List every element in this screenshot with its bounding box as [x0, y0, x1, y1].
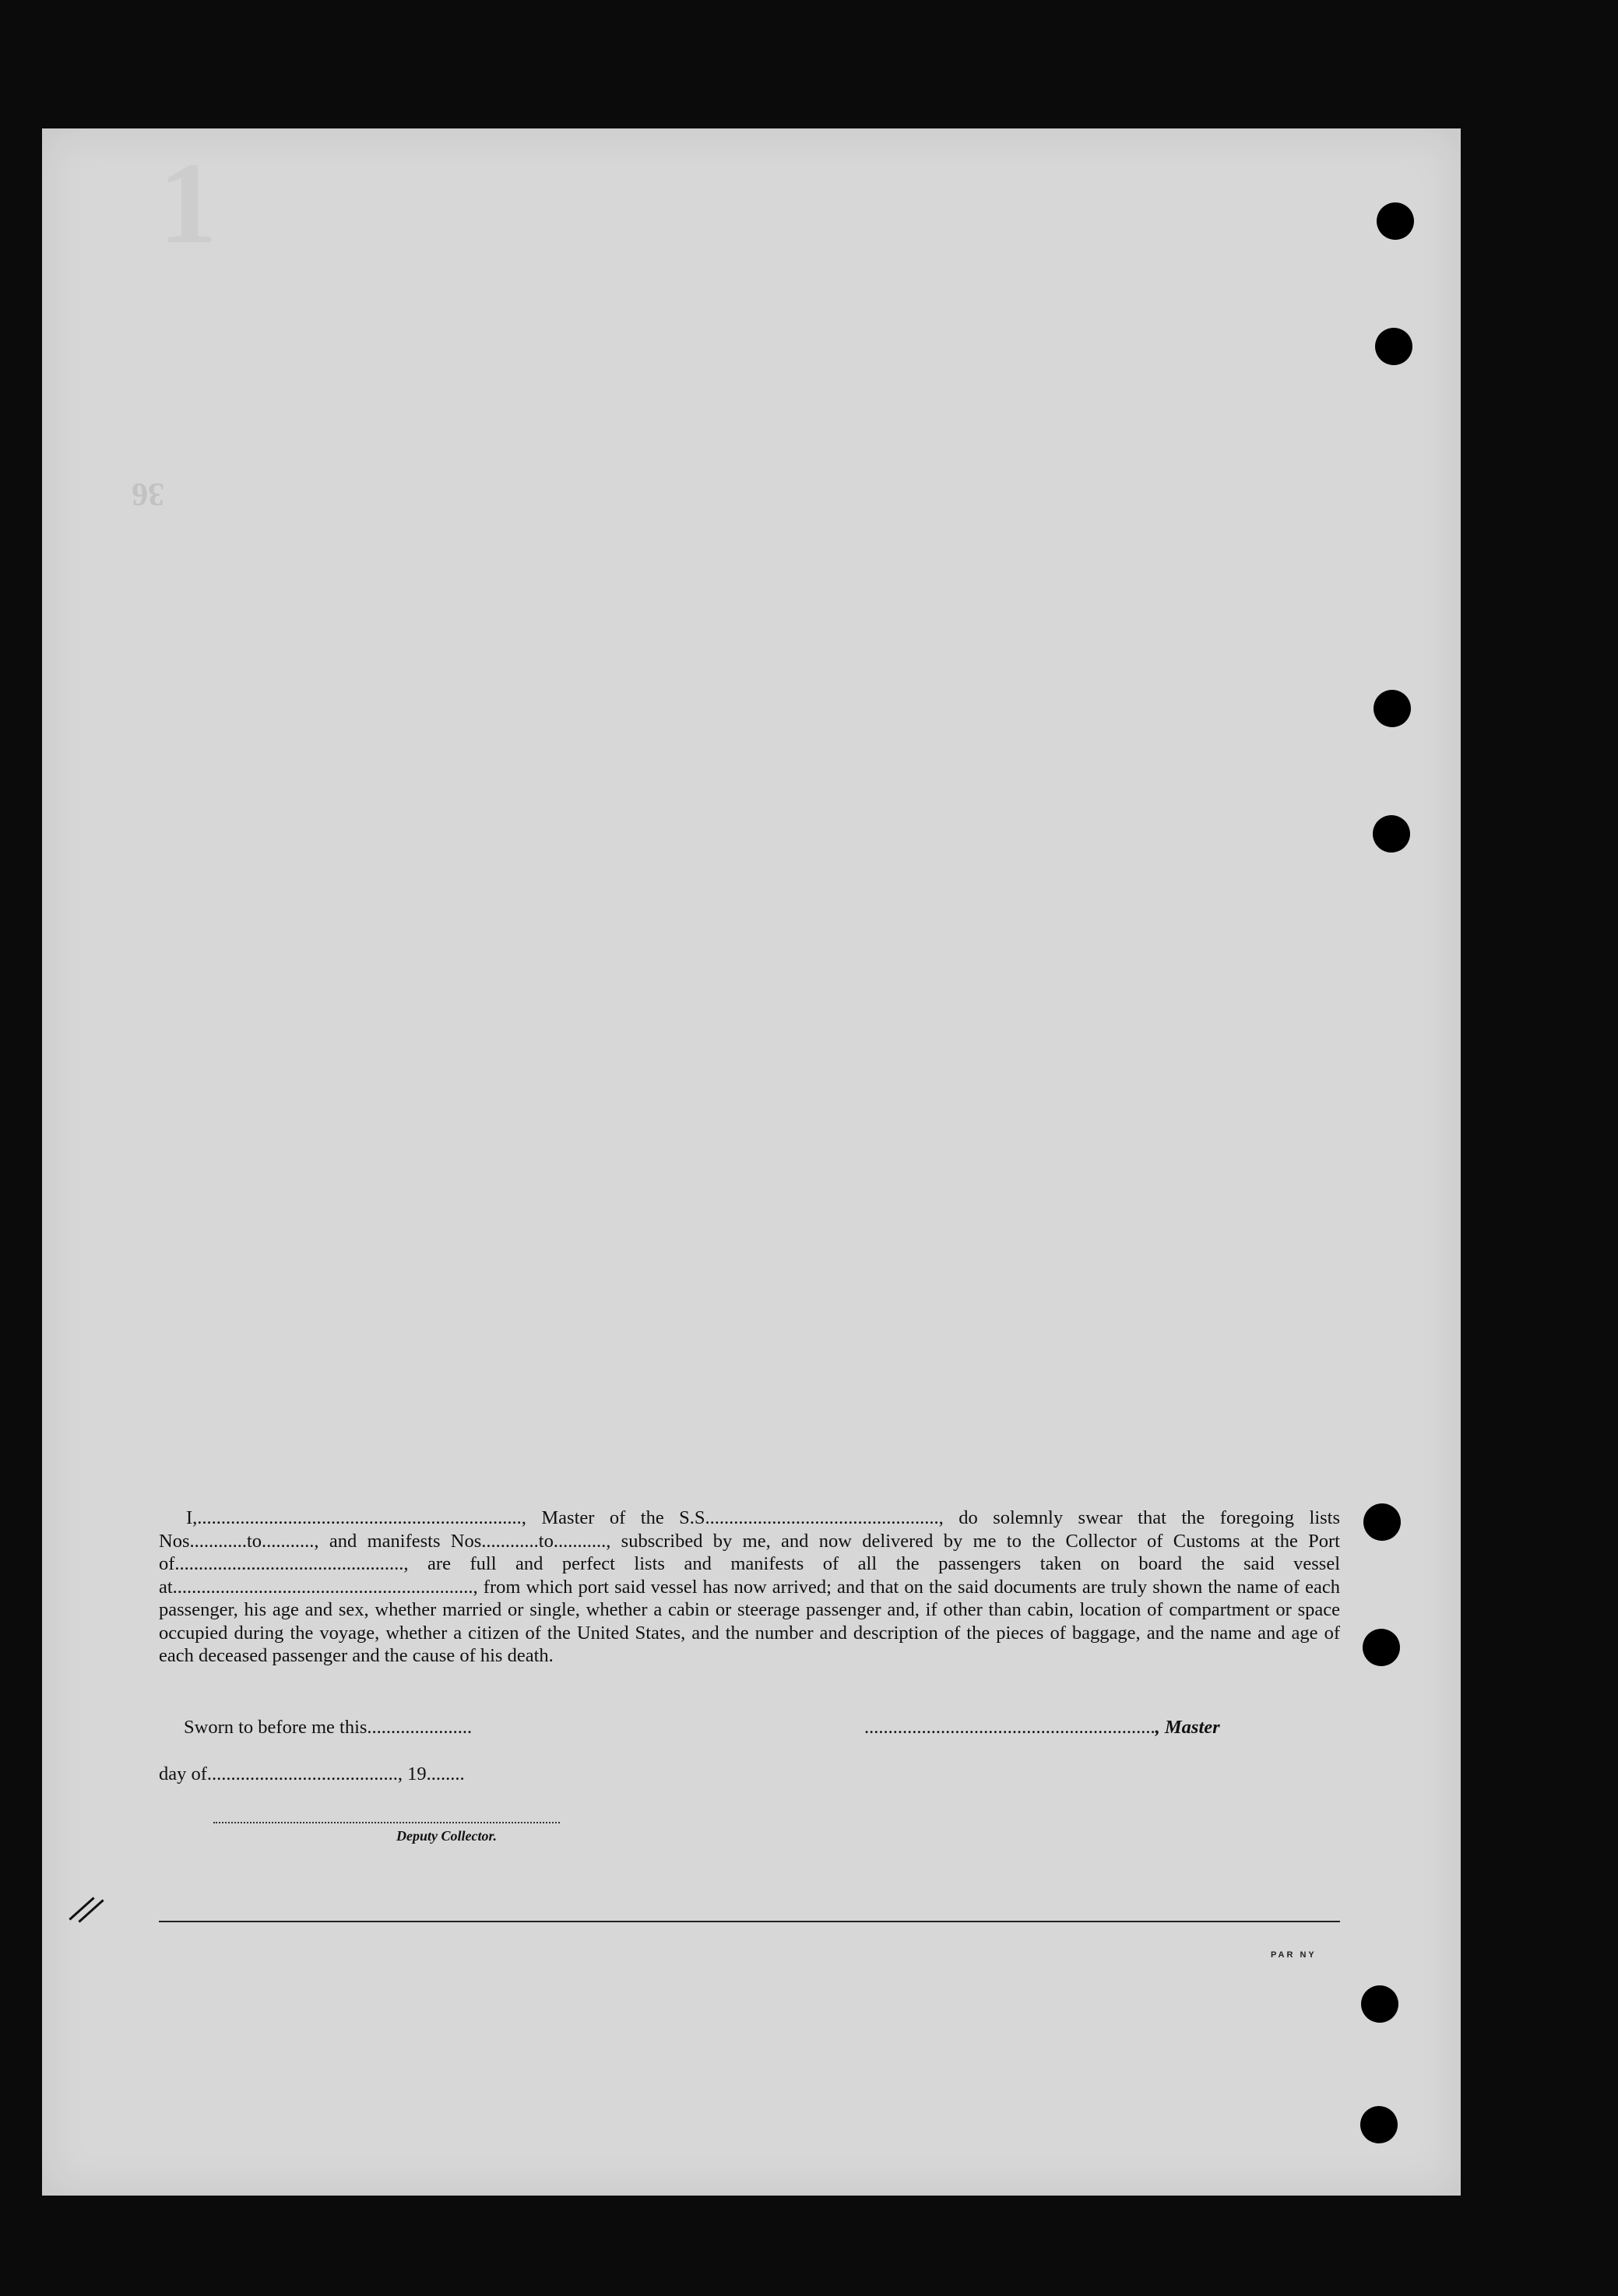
punch-hole [1363, 1503, 1401, 1541]
punch-hole [1363, 1629, 1400, 1666]
deputy-collector-label: Deputy Collector. [396, 1828, 497, 1844]
oath-paragraph [159, 1507, 1340, 1668]
punch-hole [1373, 815, 1410, 853]
master-label: , Master [1155, 1717, 1220, 1738]
punch-hole [1377, 202, 1414, 240]
ghost-page-mark: 1 [159, 139, 217, 268]
master-dots: ............................................................. [864, 1717, 1155, 1738]
day-line: day of........................................, 19........ [159, 1763, 465, 1784]
oath-text: I,...................................................................., Master of the S.S................................................., do solemnly swear that the foregoing lists Nos............to..........., and manifests Nos............to..........., subscribed by me, and now delivered by me to the Collector of Customs at the Port of................................................, are full and perfect lists and manifests of all the passengers taken on board the said vessel at..............................................................., from which port said vessel has now arrived; and that on the said documents are truly shown the name of each passenger, his age and sex, whether married or single, whether a cabin or steerage passenger and, if other than cabin, location of compartment or space occupied during the voyage, whether a citizen of the United States, and the number and description of the pieces of baggage, and the name and age of each deceased passenger and the cause of his death. [159, 1507, 1340, 1666]
punch-hole [1361, 1985, 1398, 2023]
punch-hole [1360, 2106, 1398, 2143]
printer-mark: PAR NY [1271, 1950, 1317, 1960]
master-signature-line [864, 1717, 1220, 1739]
ghost-side-number: 36 [132, 476, 164, 512]
punch-hole [1375, 328, 1412, 365]
sworn-line: Sworn to before me this...................... [184, 1717, 473, 1738]
manifest-page [42, 128, 1461, 2196]
pencil-stroke-2 [78, 1899, 104, 1922]
bottom-rule [159, 1921, 1340, 1922]
punch-hole [1374, 690, 1411, 727]
deputy-signature-line [213, 1822, 560, 1823]
